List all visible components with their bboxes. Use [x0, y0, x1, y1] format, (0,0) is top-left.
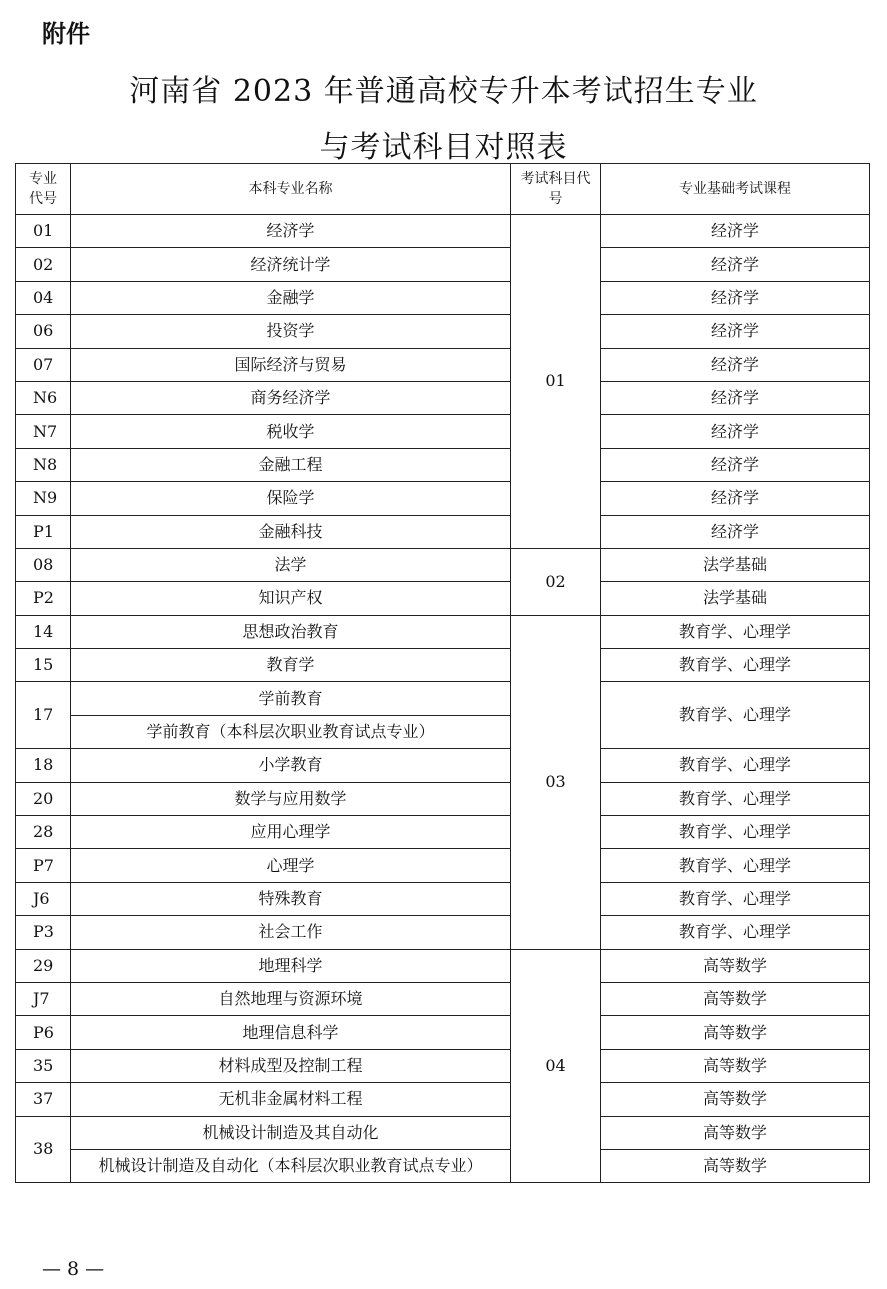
table-header-row: [16, 164, 870, 215]
table-row: [16, 749, 870, 782]
major-name-cell: 商务经济学: [71, 381, 511, 414]
major-name-cell: 税收学: [71, 415, 511, 448]
major-code-cell: 17: [16, 682, 71, 749]
major-name-cell: 学前教育（本科层次职业教育试点专业）: [71, 715, 511, 748]
table-row: [16, 1016, 870, 1049]
major-code-cell: P6: [16, 1016, 71, 1049]
course-cell: 经济学: [601, 348, 870, 381]
table-row: [16, 982, 870, 1015]
major-name-cell: 自然地理与资源环境: [71, 982, 511, 1015]
table-row: [16, 281, 870, 314]
major-code-cell: J7: [16, 982, 71, 1015]
course-cell: 经济学: [601, 215, 870, 248]
table-row: [16, 248, 870, 281]
major-code-cell: 06: [16, 315, 71, 348]
major-name-cell: 应用心理学: [71, 816, 511, 849]
major-code-cell: 08: [16, 548, 71, 581]
course-cell: 教育学、心理学: [601, 782, 870, 815]
exam-code-cell: 01: [511, 215, 601, 549]
table-row: [16, 916, 870, 949]
major-code-cell: P1: [16, 515, 71, 548]
attachment-label: 附件: [42, 20, 90, 48]
major-name-cell: 数学与应用数学: [71, 782, 511, 815]
major-name-cell: 机械设计制造及自动化（本科层次职业教育试点专业）: [71, 1149, 511, 1182]
column-header-course: 专业基础考试课程: [601, 164, 870, 215]
major-code-cell: 29: [16, 949, 71, 982]
course-cell: 经济学: [601, 248, 870, 281]
course-cell: 教育学、心理学: [601, 749, 870, 782]
major-code-cell: 01: [16, 215, 71, 248]
major-code-cell: N7: [16, 415, 71, 448]
major-name-cell: 经济学: [71, 215, 511, 248]
course-cell: 高等数学: [601, 1016, 870, 1049]
table-row: [16, 515, 870, 548]
table-row: [16, 348, 870, 381]
course-cell: 经济学: [601, 281, 870, 314]
major-name-cell: 保险学: [71, 482, 511, 515]
major-code-cell: 14: [16, 615, 71, 648]
exam-code-cell: 02: [511, 548, 601, 615]
major-code-cell: P3: [16, 916, 71, 949]
major-name-cell: 地理科学: [71, 949, 511, 982]
major-name-cell: 学前教育: [71, 682, 511, 715]
course-cell: 教育学、心理学: [601, 849, 870, 882]
major-code-cell: 20: [16, 782, 71, 815]
major-code-cell: 35: [16, 1049, 71, 1082]
table-row: [16, 482, 870, 515]
table-row: [16, 1083, 870, 1116]
table-row: [16, 849, 870, 882]
table-row: [16, 1116, 870, 1149]
major-name-cell: 教育学: [71, 649, 511, 682]
table-row: [16, 882, 870, 915]
major-code-cell: 04: [16, 281, 71, 314]
table-row: [16, 949, 870, 982]
major-name-cell: 金融科技: [71, 515, 511, 548]
course-cell: 经济学: [601, 482, 870, 515]
course-cell: 高等数学: [601, 1049, 870, 1082]
course-cell: 教育学、心理学: [601, 682, 870, 749]
table-row: [16, 415, 870, 448]
major-name-cell: 国际经济与贸易: [71, 348, 511, 381]
column-header-major-code: 专业代号: [16, 164, 71, 215]
major-name-cell: 心理学: [71, 849, 511, 882]
major-code-cell: 38: [16, 1116, 71, 1183]
course-cell: 教育学、心理学: [601, 816, 870, 849]
major-code-cell: N9: [16, 482, 71, 515]
table-row: [16, 315, 870, 348]
major-code-cell: 28: [16, 816, 71, 849]
course-cell: 经济学: [601, 381, 870, 414]
major-code-cell: J6: [16, 882, 71, 915]
table-row: [16, 649, 870, 682]
table-row: [16, 1149, 870, 1182]
major-code-cell: 15: [16, 649, 71, 682]
major-name-cell: 小学教育: [71, 749, 511, 782]
major-name-cell: 知识产权: [71, 582, 511, 615]
major-name-cell: 法学: [71, 548, 511, 581]
course-cell: 高等数学: [601, 982, 870, 1015]
major-name-cell: 无机非金属材料工程: [71, 1083, 511, 1116]
major-code-cell: 18: [16, 749, 71, 782]
major-code-cell: N8: [16, 448, 71, 481]
table-row: [16, 682, 870, 715]
course-cell: 教育学、心理学: [601, 916, 870, 949]
course-cell: 经济学: [601, 448, 870, 481]
table-body: [16, 215, 870, 1183]
course-cell: 高等数学: [601, 1149, 870, 1182]
major-exam-table: [15, 163, 870, 1183]
course-cell: 经济学: [601, 515, 870, 548]
exam-code-cell: 04: [511, 949, 601, 1183]
course-cell: 教育学、心理学: [601, 882, 870, 915]
table-row: [16, 582, 870, 615]
table-row: [16, 548, 870, 581]
table-row: [16, 816, 870, 849]
page-title-line-2: 与考试科目对照表: [319, 130, 568, 165]
major-name-cell: 特殊教育: [71, 882, 511, 915]
major-name-cell: 社会工作: [71, 916, 511, 949]
course-cell: 经济学: [601, 415, 870, 448]
table-row: [16, 782, 870, 815]
major-code-cell: 02: [16, 248, 71, 281]
major-name-cell: 材料成型及控制工程: [71, 1049, 511, 1082]
exam-code-cell: 03: [511, 615, 601, 949]
major-name-cell: 经济统计学: [71, 248, 511, 281]
page-title-line-1: 河南省 2023 年普通高校专升本考试招生专业: [129, 74, 758, 109]
major-name-cell: 机械设计制造及其自动化: [71, 1116, 511, 1149]
course-cell: 法学基础: [601, 582, 870, 615]
table-row: [16, 448, 870, 481]
table-row: [16, 215, 870, 248]
major-name-cell: 地理信息科学: [71, 1016, 511, 1049]
major-code-cell: P2: [16, 582, 71, 615]
major-name-cell: 思想政治教育: [71, 615, 511, 648]
course-cell: 教育学、心理学: [601, 649, 870, 682]
major-name-cell: 投资学: [71, 315, 511, 348]
table-row: [16, 615, 870, 648]
table-row: [16, 381, 870, 414]
column-header-major-name: 本科专业名称: [71, 164, 511, 215]
major-code-cell: P7: [16, 849, 71, 882]
major-name-cell: 金融学: [71, 281, 511, 314]
course-cell: 高等数学: [601, 1083, 870, 1116]
course-cell: 高等数学: [601, 949, 870, 982]
course-cell: 法学基础: [601, 548, 870, 581]
major-code-cell: 07: [16, 348, 71, 381]
major-code-cell: 37: [16, 1083, 71, 1116]
major-code-cell: N6: [16, 381, 71, 414]
column-header-exam-code: 考试科目代号: [511, 164, 601, 215]
course-cell: 教育学、心理学: [601, 615, 870, 648]
page-number: — 8 —: [42, 1258, 105, 1280]
course-cell: 经济学: [601, 315, 870, 348]
table-row: [16, 1049, 870, 1082]
course-cell: 高等数学: [601, 1116, 870, 1149]
major-name-cell: 金融工程: [71, 448, 511, 481]
